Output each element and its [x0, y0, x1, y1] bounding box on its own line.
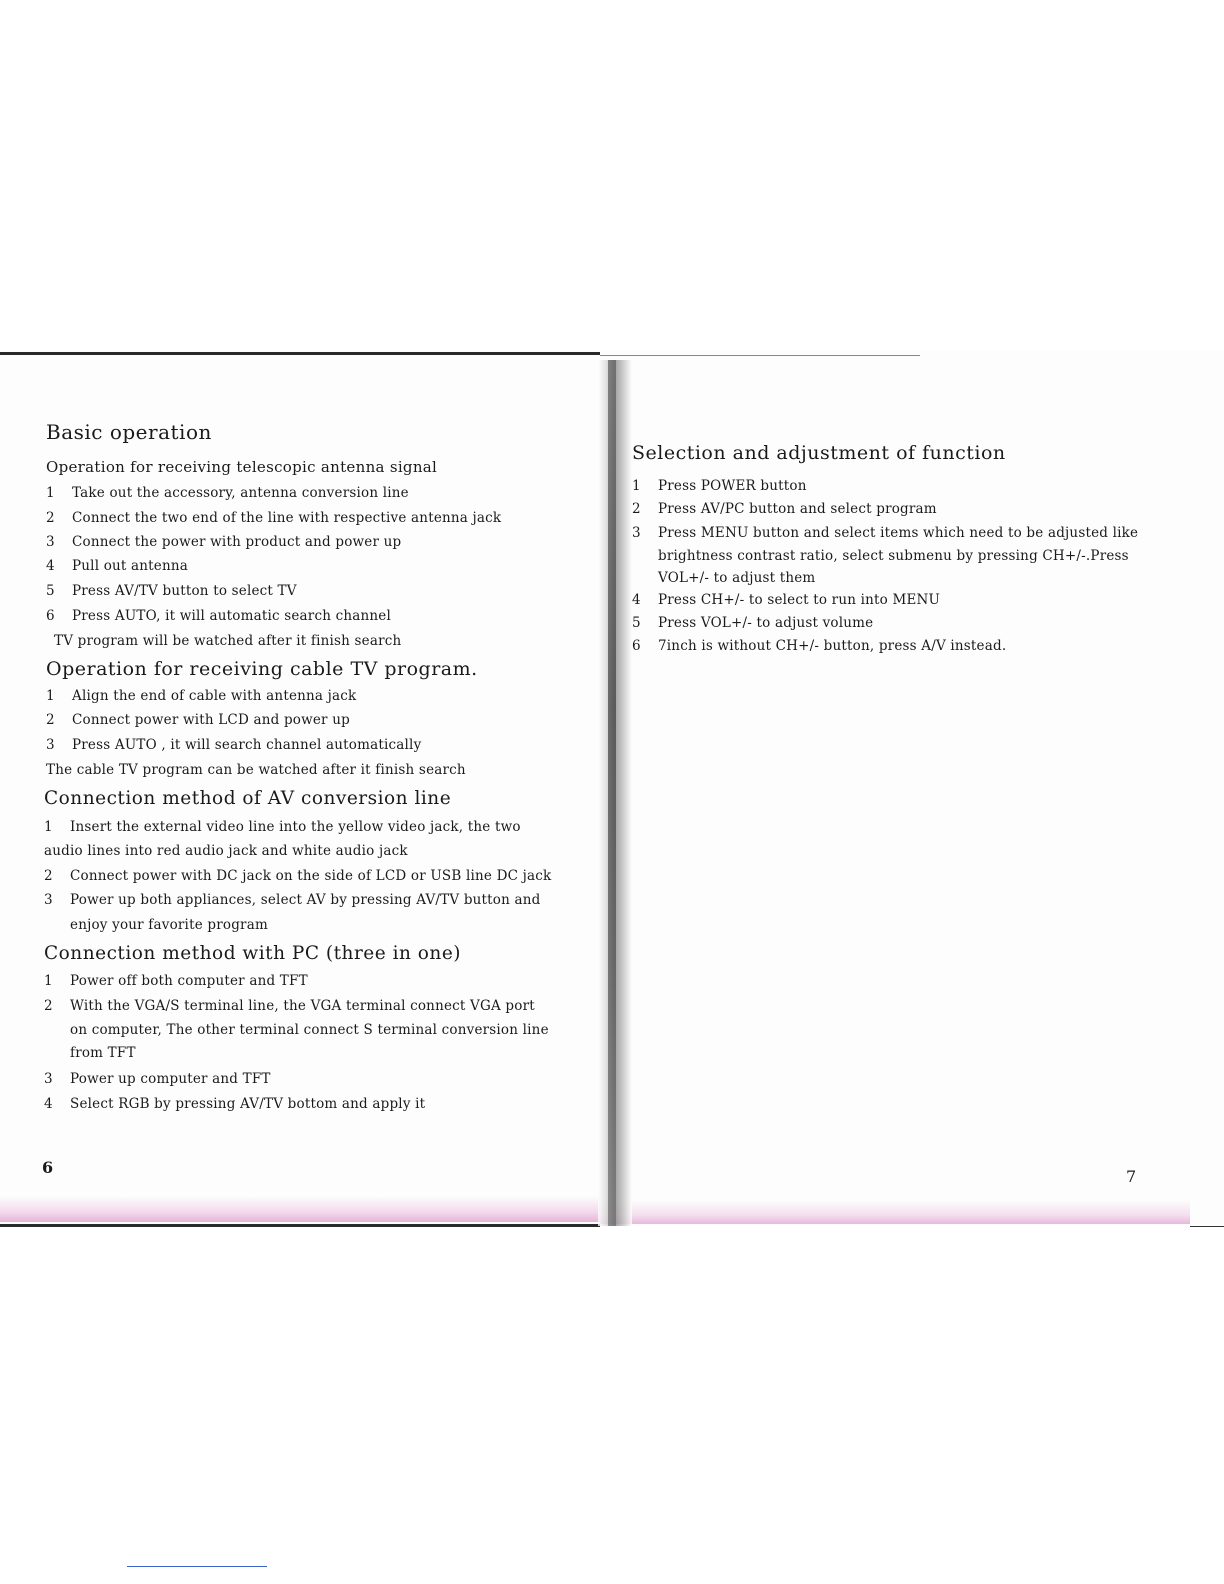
item-number: 4 [46, 558, 55, 574]
item-text: With the VGA/S terminal line, the VGA terminal connect VGA port [70, 998, 535, 1014]
list-item-continuation: brightness contrast ratio, select submenu by pressing CH+/-.Press [658, 548, 1129, 564]
section-note: The cable TV program can be watched after it finish search [46, 762, 466, 778]
page-title: Basic operation [46, 420, 212, 444]
list-item [632, 638, 1006, 654]
item-number: 5 [46, 583, 55, 599]
item-number: 4 [44, 1096, 53, 1112]
item-number: 3 [46, 534, 55, 550]
item-number: 2 [46, 510, 55, 526]
item-text: Power up both appliances, select AV by pressing AV/TV button and [70, 892, 541, 908]
list-item [46, 608, 391, 624]
list-item [46, 534, 401, 550]
list-item [46, 583, 297, 599]
list-item [46, 712, 350, 728]
item-text: Connect the power with product and power up [72, 534, 402, 550]
list-item-continuation: enjoy your favorite program [70, 917, 268, 933]
item-text: Insert the external video line into the yellow video jack, the two [70, 819, 521, 835]
underline-artifact [127, 1566, 267, 1567]
item-text: Press AV/TV button to select TV [72, 583, 297, 599]
section-heading: Connection method with PC (three in one) [44, 943, 462, 964]
item-number: 3 [46, 737, 55, 753]
list-item [632, 592, 940, 608]
list-item [44, 1096, 425, 1112]
list-item [632, 501, 937, 517]
list-item [46, 688, 356, 704]
item-text: Connect the two end of the line with respective antenna jack [72, 510, 502, 526]
list-item [46, 737, 421, 753]
section-note: TV program will be watched after it finish search [54, 633, 402, 649]
item-text: Connect power with DC jack on the side of LCD or USB line DC jack [70, 868, 552, 884]
bottom-rule [0, 1224, 600, 1227]
item-number: 6 [46, 608, 55, 624]
item-number: 3 [44, 1071, 53, 1087]
item-number: 5 [632, 615, 641, 631]
item-number: 6 [632, 638, 641, 654]
item-text: Power up computer and TFT [70, 1071, 271, 1087]
item-number: 1 [46, 688, 55, 704]
item-number: 2 [44, 998, 53, 1014]
list-item [632, 478, 807, 494]
section-heading: Connection method of AV conversion line [44, 788, 452, 809]
section-heading: Operation for receiving cable TV program. [46, 658, 478, 680]
item-number: 2 [46, 712, 55, 728]
item-text: Select RGB by pressing AV/TV bottom and apply it [70, 1096, 426, 1112]
item-number: 3 [632, 525, 641, 541]
list-item-continuation: from TFT [70, 1045, 136, 1061]
right-page [632, 440, 1172, 1200]
item-text: Press AUTO , it will search channel automatically [72, 737, 422, 753]
item-text: Press MENU button and select items which need to be adjusted like [658, 525, 1139, 541]
item-number: 2 [44, 868, 53, 884]
item-text: Pull out antenna [72, 558, 189, 574]
item-text: Take out the accessory, antenna conversion line [72, 485, 409, 501]
item-number: 1 [44, 819, 53, 835]
top-rule-right [600, 355, 920, 356]
item-number: 1 [46, 485, 55, 501]
item-text: Align the end of cable with antenna jack [72, 688, 357, 704]
item-text: Press VOL+/- to adjust volume [658, 615, 874, 631]
section-heading: Selection and adjustment of function [632, 442, 1006, 464]
list-item [46, 510, 501, 526]
book-spine-shadow [608, 360, 616, 1226]
item-text: 7inch is without CH+/- button, press A/V instead. [658, 638, 1007, 654]
page-edge-tint-right [600, 1200, 1190, 1224]
item-number: 2 [632, 501, 641, 517]
item-number: 1 [44, 973, 53, 989]
list-item [632, 615, 873, 631]
item-number: 3 [44, 892, 53, 908]
list-item-continuation: audio lines into red audio jack and white audio jack [44, 843, 408, 859]
list-item [44, 973, 308, 989]
list-item [632, 525, 1138, 541]
list-item [44, 1071, 271, 1087]
item-text: Press CH+/- to select to run into MENU [658, 592, 941, 608]
list-item-continuation: VOL+/- to adjust them [658, 570, 816, 586]
item-text: Press AV/PC button and select program [658, 501, 937, 517]
list-item [44, 892, 541, 908]
section-heading: Operation for receiving telescopic antenna signal [46, 458, 438, 476]
list-item [44, 998, 535, 1014]
item-text: Press POWER button [658, 478, 807, 494]
top-rule [0, 352, 600, 355]
list-item [44, 819, 521, 835]
page-edge-tint-left [0, 1196, 600, 1222]
list-item [46, 558, 188, 574]
item-number: 1 [632, 478, 641, 494]
item-number: 4 [632, 592, 641, 608]
item-text: Power off both computer and TFT [70, 973, 308, 989]
page-number: 7 [1126, 1167, 1137, 1186]
bottom-rule-right [1190, 1226, 1224, 1227]
item-text: Connect power with LCD and power up [72, 712, 350, 728]
left-page [44, 418, 564, 1178]
page-number: 6 [42, 1158, 54, 1177]
list-item [46, 485, 409, 501]
item-text: Press AUTO, it will automatic search channel [72, 608, 392, 624]
list-item [44, 868, 551, 884]
list-item-continuation: on computer, The other terminal connect S terminal conversion line [70, 1022, 549, 1038]
